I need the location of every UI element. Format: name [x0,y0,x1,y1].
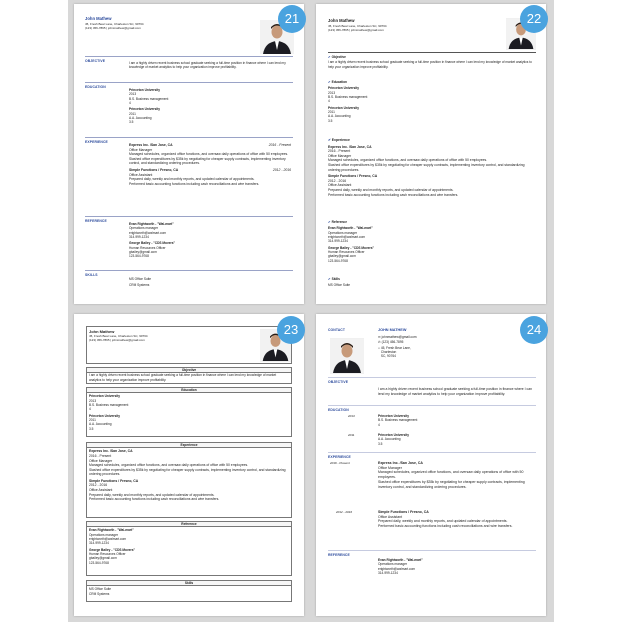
job-bullet: Performed basic accounting functions including cash reconciliations and wire transfers. [129,181,260,186]
resume-name: John Mathew [328,18,355,23]
education-entry [378,433,528,446]
reference-heading: REFERENCE [85,219,107,223]
education-heading: Education [331,80,347,84]
education-heading: EDUCATION [328,408,349,412]
job-bullet: Slashed office expenditures by $35k by negotiating for cheaper supply contracts, implementing inventory control, and standardizing ordering procedures. [378,479,525,489]
edu-school: Princeton University [89,413,120,418]
job-bullet: Performed basic accounting functions including cash reconciliations and wire transfers. [328,192,459,197]
resume-name: John Mathew [85,16,112,21]
education-heading: Education [87,388,291,393]
job-company: Express Inc. /San Jose, CA [89,449,133,454]
ref-email: erightworth@walmart.com [89,536,127,541]
ref-name: George Bailey - "CDS Movers" [129,241,176,246]
resume-name: JOHN MATHEW [378,328,407,332]
experience-heading: EXPERIENCE [85,140,108,144]
job-company: Express Inc. /San Jose, CA [328,144,372,149]
ref-role: Operations manager [89,532,119,537]
reference-heading: Reference [331,220,347,224]
objective-heading: Objective [87,368,291,373]
job-bullet: Prepared daily, weekly and monthly reports, and updated calendar of appointments. [89,492,215,497]
contact-phone: (123) 456-7895 [381,340,404,345]
check-icon: ✔ [328,55,331,59]
job-title: Office Assistant [89,488,113,493]
template-number-badge: 22 [520,5,548,33]
ref-email: erightworth@walmart.com [129,230,167,235]
skills-list [129,277,151,288]
phone-icon: ✆ [378,340,381,345]
template-number-badge: 24 [520,316,548,344]
reference-heading: Reference [87,522,291,527]
job-bullet: Prepared daily, weekly and monthly reports, and updated calendar of appointments. [129,177,255,182]
objective-heading: OBJECTIVE [328,380,349,384]
edu-degree: B.S. Business management [328,94,368,99]
edu-school: Princeton University [328,86,359,91]
check-icon: ✔ [328,277,331,281]
job-bullet: Managed schedules, organized office functions, and oversaw daily operations of office with 50 employees. [378,470,524,480]
job-bullet: Managed schedules, organized office functions, and oversaw daily operations of office with 50 employees. [328,158,488,163]
objective-heading: Objective [331,55,346,59]
experience-list [129,143,291,186]
experience-heading: Experience [331,138,350,142]
check-icon: ✔ [328,80,331,84]
job-title: Office Manager [89,458,113,463]
job-company: Simple Functions / Fresno, CA [129,167,179,172]
edu-school: Princeton University [89,394,120,399]
ref-name: Evan Rightworth - "Wal-mart" [328,226,373,231]
edu-gpa: 4 [378,422,380,427]
edu-year: 2013 [89,398,97,403]
skill-item: MS Office Suite [89,587,112,592]
skills-box [86,580,292,602]
objective-text: I am a highly driven recent business school graduate seeking a full-time position in finance where I can lend my knowledge of market analytics to help your organization improve profitability. [89,373,277,382]
header-box [86,326,292,364]
edu-degree: A.A. Accounting [89,422,112,427]
skills-section [328,277,533,288]
job-dates: 2016 - Present [268,143,291,147]
resume-address: 45, Fresh Bear Lane, Charleston SC, 90764 [328,23,387,28]
email-icon: ✉ [378,335,381,340]
ref-phone: 314-999-1234 [328,239,348,244]
objective-section [328,55,533,69]
ref-role: Human Resources Officer [328,249,365,254]
skill-item: CRM Systems [129,283,150,288]
job-title: Office Manager [328,153,352,158]
resume-contact: (123) 456-7895 | johnmathew@gmail.com [89,338,145,343]
job-bullet: Performed basic accounting functions including cash reconciliations and wire transfers. [89,497,220,502]
check-icon: ✔ [328,220,331,224]
resume-contact: (123) 456-7895 | johnmathew@gmail.com [85,25,141,30]
skill-item: CRM Systems [89,591,110,596]
objective-text: I am a highly driven recent business school graduate seeking a full-time position in finance where I can lend my knowledge of market analytics to help your organization improve profitability. [378,387,532,396]
skill-item: MS Office Suite [129,277,152,281]
edu-degree: B.S. Business management [378,418,418,423]
edu-degree: B.S. Business management [129,96,169,101]
resume-address: 45, Fresh Bear Lane, Charleston SC, 90764 [85,21,144,26]
resume-name: John Mathew [89,329,115,334]
job-company: Express Inc. /San Jose, CA [129,143,173,147]
edu-gpa: 3.5 [328,118,333,123]
edu-year: 2011 [129,111,136,116]
resume-address: 45, Fresh Bear Lane, Charleston SC, 90764 [89,334,148,339]
edu-school: Princeton University [328,105,359,110]
ref-role: Operations manager [129,226,159,231]
experience-entry [378,461,534,489]
job-bullet: Performed basic accounting functions including cash reconciliations and wire transfers. [378,524,513,529]
objective-text: I am a highly driven recent business school graduate seeking a full-time position in finance where I can lend my knowledge of market analytics to help your organization improve profitability. [328,60,532,69]
objective-box [86,367,292,384]
edu-gpa: 3.5 [378,441,383,446]
contact-block [378,328,498,359]
edu-year: 2011 [89,417,96,422]
ref-phone: 123-564-9768 [328,258,348,263]
ref-phone: 123-564-9768 [129,254,149,259]
experience-heading: Experience [87,443,291,448]
ref-phone: 314-999-1234 [129,234,149,239]
ref-role: Operations manager [378,562,408,567]
profile-photo [330,338,364,374]
resume-template-24[interactable] [316,314,546,616]
job-title: Office Manager [378,465,402,470]
job-bullet: Slashed office expenditures by $35k by negotiating for cheaper supply contracts, implementing inventory control, and standardizing ordering procedures. [129,156,286,166]
education-list [129,88,289,125]
contact-address: 45, Fresh Bear Lane, Charleston SC, 90764 [380,345,411,359]
ref-role: Human Resources Officer [129,245,166,250]
job-bullet: Managed schedules, organized office functions, and oversaw daily operations of office with 50 employees. [129,152,289,157]
ref-email: gbailey@gmail.com [89,556,117,561]
job-company: Simple Functions / Fresno, CA [378,510,429,514]
reference-heading: REFERENCE [328,553,350,557]
ref-email: gbailey@gmail.com [129,249,157,254]
objective-text: I am a highly driven recent business school graduate seeking a full-time position in finance where I can lend my knowledge of market analytics to help your organization improve profitability. [129,61,286,70]
resume-contact: (123) 456-7895 | johnmathew@gmail.com [328,27,384,32]
template-number-badge: 21 [278,5,306,33]
resume-template-23[interactable] [74,314,304,616]
job-company: Simple Functions / Fresno, CA [328,174,378,179]
job-dates: 2012 - 2016 [328,178,347,183]
edu-school: Princeton University [378,433,409,437]
job-dates: 2012 - 2016 [89,483,108,488]
edu-gpa: 4 [129,100,131,105]
edu-year: 2013 [348,414,355,418]
reference-box [86,521,292,576]
job-bullet: Slashed office expenditures by $35k by negotiating for cheaper supply contracts, implementing inventory control, and standardizing ordering procedures. [89,467,286,477]
experience-heading: EXPERIENCE [328,455,351,459]
header-block [85,16,144,30]
ref-role: Human Resources Officer [89,551,126,556]
skills-heading: SKILLS [85,273,98,277]
contact-email: johnmathew@gmail.com [381,335,417,340]
reference-section [328,220,533,263]
education-section [328,80,533,123]
edu-degree: B.S. Business management [89,402,129,407]
edu-school: Princeton University [378,414,409,418]
job-dates: 2016 - Present [330,461,350,465]
job-dates: 2016 - Present [328,149,351,154]
job-title: Office Assistant [328,183,352,188]
reference-entry [378,558,528,575]
ref-phone: 123-564-9768 [89,560,109,565]
ref-email: erightworth@walmart.com [328,234,366,239]
edu-school: Princeton University [129,107,160,112]
job-company: Simple Functions / Fresno, CA [89,478,139,483]
edu-year: 2013 [129,92,137,97]
education-entry [378,414,528,427]
job-dates: 2012 - 2016 [272,167,291,172]
location-icon: ⌂ [378,345,380,350]
education-box [86,387,292,437]
ref-phone: 314-999-1234 [89,541,109,546]
template-number-badge: 23 [277,316,305,344]
ref-phone: 314-999-1234 [378,570,398,575]
ref-name: George Bailey - "CDS Movers" [89,547,136,552]
edu-degree: A.A. Accounting [378,437,401,442]
ref-email: erightworth@walmart.com [378,566,416,571]
job-dates: 2012 - 2016 [336,510,353,514]
check-icon: ✔ [328,138,331,142]
edu-school: Princeton University [129,88,160,92]
job-bullet: Slashed office expenditures by $35k by negotiating for cheaper supply contracts, implementing inventory control, and standardizing ordering procedures. [328,162,525,172]
resume-template-21[interactable] [74,4,304,304]
edu-degree: A.A. Accounting [129,115,152,120]
job-title: Office Assistant [378,514,403,519]
skills-heading: Skills [87,581,291,586]
objective-heading: OBJECTIVE [85,59,106,63]
contact-heading: CONTACT [328,328,346,332]
header-block [328,18,387,32]
skills-heading: Skills [331,277,340,281]
experience-section [328,138,533,197]
ref-email: gbailey@gmail.com [328,254,356,259]
job-title: Office Manager [129,147,153,152]
ref-role: Operations manager [328,230,358,235]
edu-year: 2011 [348,433,355,437]
job-bullet: Managed schedules, organized office functions, and oversaw daily operations of office with 50 employees. [89,463,249,468]
edu-year: 2013 [328,90,336,95]
resume-template-22[interactable] [316,4,546,304]
ref-name: George Bailey - "CDS Movers" [328,245,375,250]
job-bullet: Prepared daily, weekly and monthly reports, and updated calendar of appointments. [378,519,508,524]
ref-name: Evan Rightworth - "Wal-mart" [378,558,423,562]
job-company: Express Inc. /San Jose, CA [378,461,423,465]
education-heading: EDUCATION [85,85,106,89]
edu-gpa: 3.5 [89,426,94,431]
ref-name: Evan Rightworth - "Wal-mart" [89,528,134,533]
ref-name: Evan Rightworth - "Wal-mart" [129,222,174,226]
job-dates: 2016 - Present [89,453,112,458]
edu-degree: A.A. Accounting [328,114,351,119]
experience-entry [378,510,534,529]
edu-year: 2011 [328,109,335,114]
skill-item: MS Office Suite [328,283,351,288]
experience-box [86,442,292,518]
edu-gpa: 3.5 [129,120,134,125]
edu-gpa: 4 [328,99,330,104]
reference-list [129,222,289,259]
job-title: Office Assistant [129,172,153,177]
edu-gpa: 4 [89,407,91,412]
job-bullet: Prepared daily, weekly and monthly reports, and updated calendar of appointments. [328,187,454,192]
